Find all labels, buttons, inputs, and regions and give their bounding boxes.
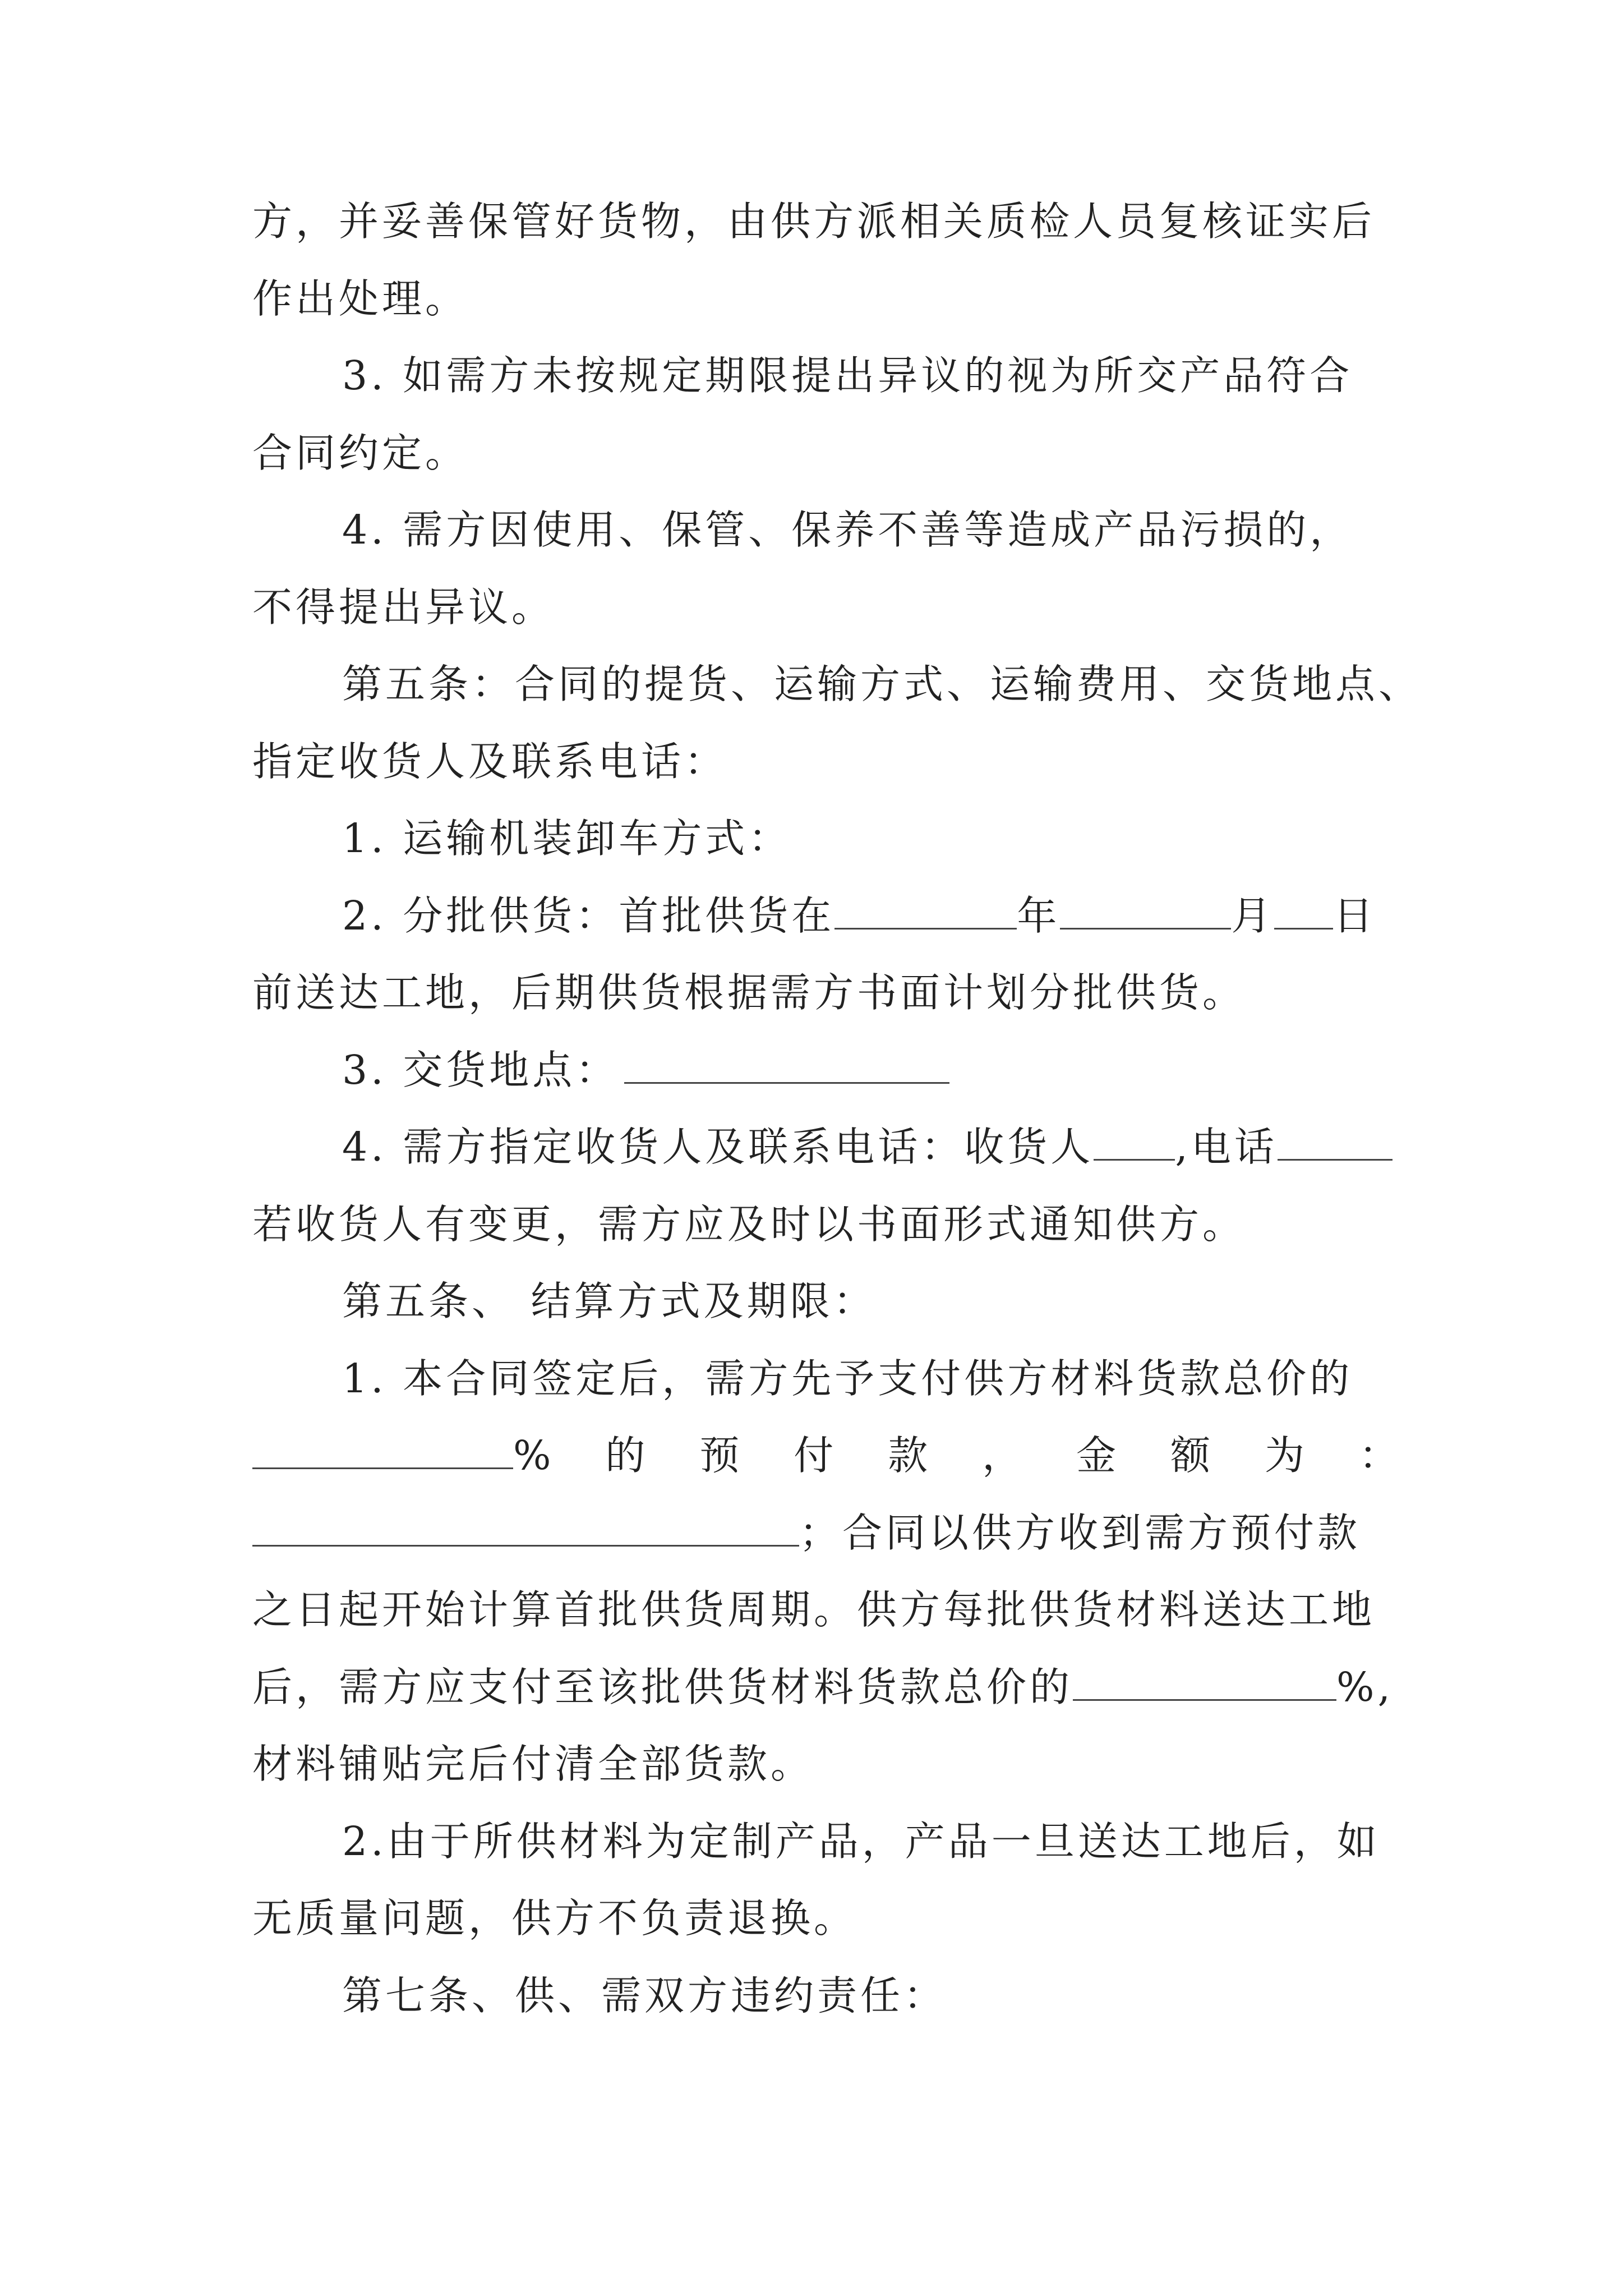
blank-field-day[interactable] [1274, 895, 1333, 930]
text-line [252, 1659, 1394, 1715]
clause-item-1: 1. 本合同签定后，需方先予支付供方材料货款总价的 [342, 1355, 1353, 1402]
text-line: 方，并妥善保管好货物，由供方派相关质检人员复核证实后 [252, 198, 1376, 245]
text-line: 若收货人有变更，需方应及时以书面形式通知供方。 [252, 1201, 1246, 1248]
blank-field-month[interactable] [1060, 895, 1231, 930]
text-line: 不得提出异议。 [252, 584, 555, 631]
clause-item-1: 1. 运输机装卸车方式： [342, 815, 792, 862]
clause-item-3 [342, 1042, 949, 1098]
text-segment: ,电话 [1175, 1124, 1278, 1170]
text-segment: 预 [699, 1432, 743, 1479]
text-segment: % [513, 1432, 555, 1479]
justified-line [252, 1428, 1402, 1484]
text-segment: 月 [1231, 892, 1275, 939]
text-segment: 年 [1017, 892, 1061, 939]
blank-field-prepay-amount[interactable] [252, 1512, 799, 1547]
article-heading: 第五条、 结算方式及期限： [342, 1278, 877, 1324]
blank-field-consignee[interactable] [1094, 1126, 1175, 1161]
text-segment: 的 [605, 1432, 649, 1479]
blank-field-year[interactable] [834, 895, 1017, 930]
text-segment: ： [1358, 1432, 1402, 1479]
text-segment: 4. 需方指定收货人及联系电话：收货人 [342, 1124, 1094, 1170]
blank-field-prepay-percent[interactable] [252, 1435, 513, 1469]
blank-field-delivery-address[interactable] [624, 1050, 949, 1084]
blank-field-phone[interactable] [1278, 1126, 1393, 1161]
text-segment: 为 [1264, 1432, 1308, 1479]
text-segment: ， [982, 1432, 1026, 1479]
text-group [252, 1428, 554, 1484]
text-segment: 2. 分批供货：首批供货在 [342, 892, 835, 939]
text-segment: 款 [888, 1432, 932, 1479]
text-line: 作出处理。 [252, 275, 469, 322]
clause-item-2 [342, 888, 1376, 944]
text-line: 指定收货人及联系电话： [252, 738, 728, 785]
blank-field-batch-percent[interactable] [1073, 1667, 1336, 1701]
text-line: 之日起开始计算首批供货周期。供方每批供货材料送达工地 [252, 1586, 1376, 1633]
text-line: 前送达工地，后期供货根据需方书面计划分批供货。 [252, 969, 1246, 1016]
text-line: 材料铺贴完后付清全部货款。 [252, 1741, 814, 1787]
text-segment: 后，需方应支付至该批供货材料货款总价的 [252, 1664, 1073, 1710]
text-segment: ；合同以供方收到需方预付款 [799, 1510, 1361, 1556]
article-heading: 第五条：合同的提货、运输方式、运输费用、交货地点、 [342, 661, 1422, 707]
text-segment: 付 [794, 1432, 837, 1479]
text-segment: 日 [1333, 892, 1377, 939]
clause-item-4 [342, 1119, 1393, 1175]
text-segment: %, [1336, 1664, 1394, 1710]
clause-item-3: 3. 如需方未按规定期限提出异议的视为所交产品符合 [342, 352, 1353, 399]
text-segment: 额 [1170, 1432, 1214, 1479]
clause-item-2: 2.由于所供材料为定制产品，产品一旦送达工地后，如 [342, 1818, 1380, 1865]
text-line [252, 1505, 1361, 1561]
text-line: 无质量问题，供方不负责退换。 [252, 1895, 857, 1941]
clause-item-4: 4. 需方因使用、保管、保养不善等造成产品污损的， [342, 507, 1353, 553]
text-segment: 金 [1076, 1432, 1120, 1479]
text-segment: 3. 交货地点： [342, 1047, 619, 1093]
article-heading: 第七条、供、需双方违约责任： [342, 1972, 947, 2019]
text-line: 合同约定。 [252, 430, 469, 476]
